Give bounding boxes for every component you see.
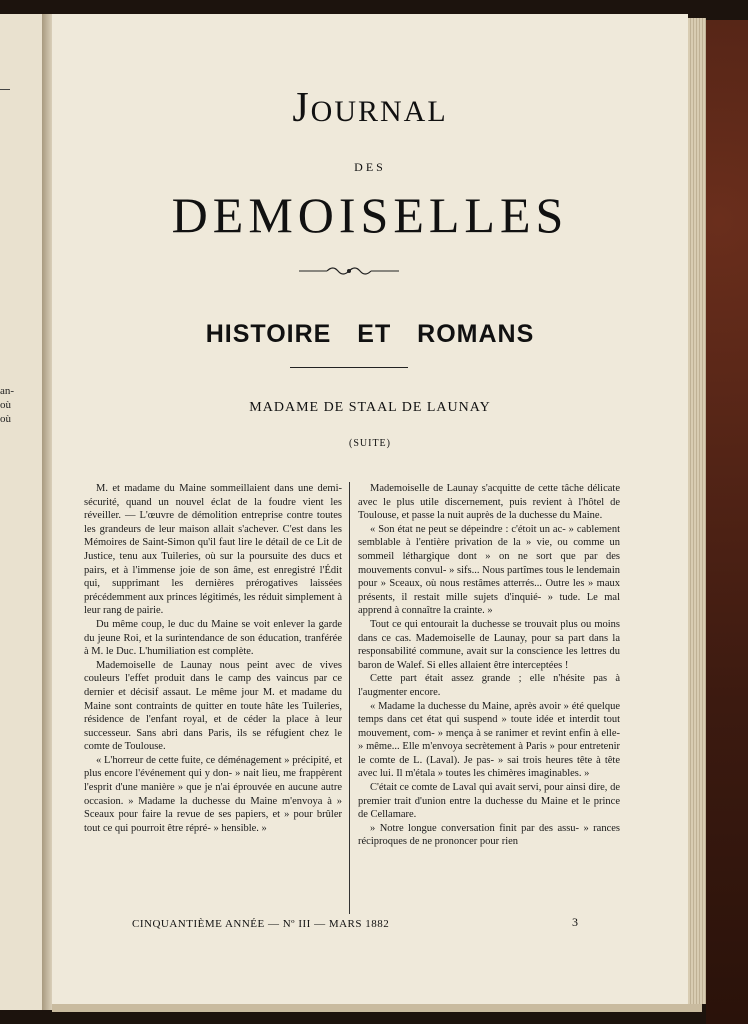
journal-page [52,14,688,1004]
paragraph: Mademoiselle de Launay nous peint avec de vives couleurs l'effet produit dans le camp des vaincus par ce dernier et décisif assaut. Le même jour M. et madame du Maine sont contraints de quitter en toute hâte les Tuileries, résidence de l'enfant royal, et de céder la place à leur successeur. Sans abri dans Paris, ils se réfugient chez le comte de Toulouse. [84,659,342,753]
facing-page-rule [0,89,10,90]
book-cover [706,20,748,1024]
paragraph: « Son état ne peut se dépeindre : c'étoit un ac- » cablement semblable à l'entière privation de la » vie, ou comme un sommeil léthargique dont » on ne sort que par des mouvements convul- » sifs... Nous partîmes tous le lendemain pour » Sceaux, où nous restâmes atterrés... Outre les » maux présents, il restait mille sujets d'inquié- » tude. Le mal apprend à connaître la crainte. » [358,523,620,617]
ornament-flourish-icon [299,265,399,277]
paragraph: Tout ce qui entourait la duchesse se trouvait plus ou moins dans ce cas. Mademoiselle de Launay, pour sa part dans la responsabilité commune, avait sur la conscience les lettres du baron de Walef. Si elles allaient être interceptées ! [358,618,620,671]
paragraph: « Madame la duchesse du Maine, après avoir » été quelque temps dans cet état qui suspend » toute idée et interdit tout mouvement, com- » mença à se ranimer et revint enfin à elle- » même... Elle m'envoya secrètement à Paris » pour entretenir le comte de L. (Laval). Je pas- » sai trois heures tête à tête avec lui. Il m'étala » toutes les chimères imaginables. » [358,700,620,780]
facing-page-fragment: an- [0,385,15,397]
page-bottom-edge [52,1004,702,1012]
right-column [358,482,620,849]
paragraph: Cette part était assez grande ; elle n'hésite pas à l'augmenter encore. [358,673,620,698]
paragraph: » Notre longue conversation finit par des assu- » rances réciproques de ne prononcer pour rien [358,822,620,848]
paragraph: Mademoiselle de Launay s'acquitte de cette tâche délicate avec le plus utile discernement, puis revient à l'hôtel de Toulouse, et passe la nuit auprès de la duchesse du Maine. [358,483,620,522]
masthead-journal-cap: J [292,85,311,131]
article-suite: (SUITE) [349,438,391,449]
page-edges [688,18,706,1004]
column-divider [349,482,350,914]
masthead-journal [52,84,688,132]
facing-page [0,14,44,1010]
section-rule [290,367,408,368]
masthead-des: DES [354,160,386,174]
masthead-journal-rest: OURNAL [310,95,448,128]
paragraph: « L'horreur de cette fuite, ce déménagement » précipité, et plus encore l'événement qui y don- » nait lieu, me frappèrent l'esprit d'une manière » que je n'ai éprouvée en aucune autre occasion. » Madame la duchesse du Maine m'envoya à » Sceaux pour faire la revue de ses papiers, et » pour brûler tout ce qui pourroit être répré- » hensible. » [84,754,342,834]
article-title: MADAME DE STAAL DE LAUNAY [249,400,491,415]
paragraph: C'était ce comte de Laval qui avait servi, pour ainsi dire, de premier trait d'union entre la duchesse du Maine et le prince de Cellamare. [358,782,620,821]
facing-page-fragment: où [0,399,11,411]
facing-page-fragment: où [0,413,11,425]
page-footer: CINQUANTIÈME ANNÉE — Nº III — MARS 1882 [132,918,390,930]
left-column [84,482,342,835]
paragraph: M. et madame du Maine sommeillaient dans une demi-sécurité, quand un nouvel éclat de la foudre vient les réveiller. — L'œuvre de démolition entreprise contre toutes les grandeurs de leur maison allait s'achever. C'est dans les Mémoires de Saint-Simon qu'il faut lire le détail de ce Lit de Justice, tenu aux Tuileries, où sur la poursuite des ducs et pairs, et à l'immense joie de son âme, est enregistré l'Édit qui, supprimant les dernières prérogatives laissées précédemment aux princes légitimés, les réduit simplement à leur rang de pairie. [84,483,342,617]
book-gutter [42,14,52,1010]
section-title: HISTOIRE ET ROMANS [205,320,535,348]
masthead-demoiselles: DEMOISELLES [171,187,569,243]
paragraph: Du même coup, le duc du Maine se voit enlever la garde du jeune Roi, et la surintendance de son éducation, tranférée à M. le Duc. L'humiliation est complète. [84,618,342,658]
page-number: 3 [572,915,578,929]
